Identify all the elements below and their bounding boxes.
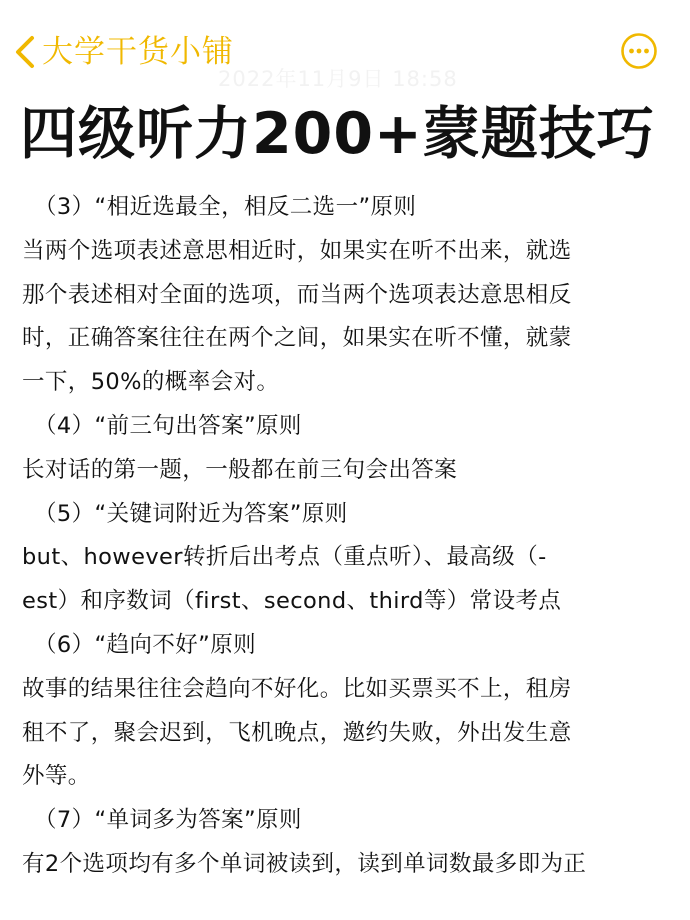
note-timestamp: 2022年11月9日 18:58: [218, 67, 458, 91]
paragraph-line: 时，正确答案往往在两个之间，如果实在听不懂，就蒙: [22, 325, 572, 352]
section-heading: （6）“趋向不好”原则: [34, 631, 257, 658]
chevron-left-icon: [14, 35, 36, 69]
section-heading: （5）“关键词附近为答案”原则: [34, 500, 348, 527]
paragraph-line: 当两个选项表述意思相近时，如果实在听不出来，就选: [22, 237, 572, 264]
paragraph-line: 租不了，聚会迟到，飞机晚点，邀约失败，外出发生意: [22, 719, 572, 746]
note-body: [22, 186, 672, 887]
note-title: 四级听力200+蒙题技巧: [20, 101, 655, 167]
paragraph-line: 故事的结果往往会趋向不好化。比如买票买不上，租房: [22, 675, 572, 702]
more-horizontal-icon: [620, 32, 658, 70]
paragraph-line: 长对话的第一题，一般都在前三句会出答案: [22, 456, 458, 483]
section-heading: （7）“单词多为答案”原则: [34, 807, 302, 834]
top-bar: [0, 0, 690, 100]
notebook-title: 大学干货小铺: [42, 34, 234, 70]
paragraph-line: 一下，50%的概率会对。: [22, 369, 280, 396]
back-button[interactable]: [14, 30, 234, 74]
paragraph-line: 有2个选项均有多个单词被读到，读到单词数最多即为正: [22, 850, 587, 877]
section-heading: （3）“相近选最全，相反二选一”原则: [34, 194, 417, 220]
more-options-button[interactable]: [620, 32, 658, 70]
paragraph-line: est）和序数词（first、second、third等）常设考点: [22, 588, 562, 615]
paragraph-line: but、however转折后出考点（重点听）、最高级（-: [22, 544, 547, 571]
section-heading: （4）“前三句出答案”原则: [34, 412, 302, 439]
paragraph-line: 外等。: [22, 763, 91, 790]
paragraph-line: 那个表述相对全面的选项，而当两个选项表达意思相反: [22, 281, 572, 308]
